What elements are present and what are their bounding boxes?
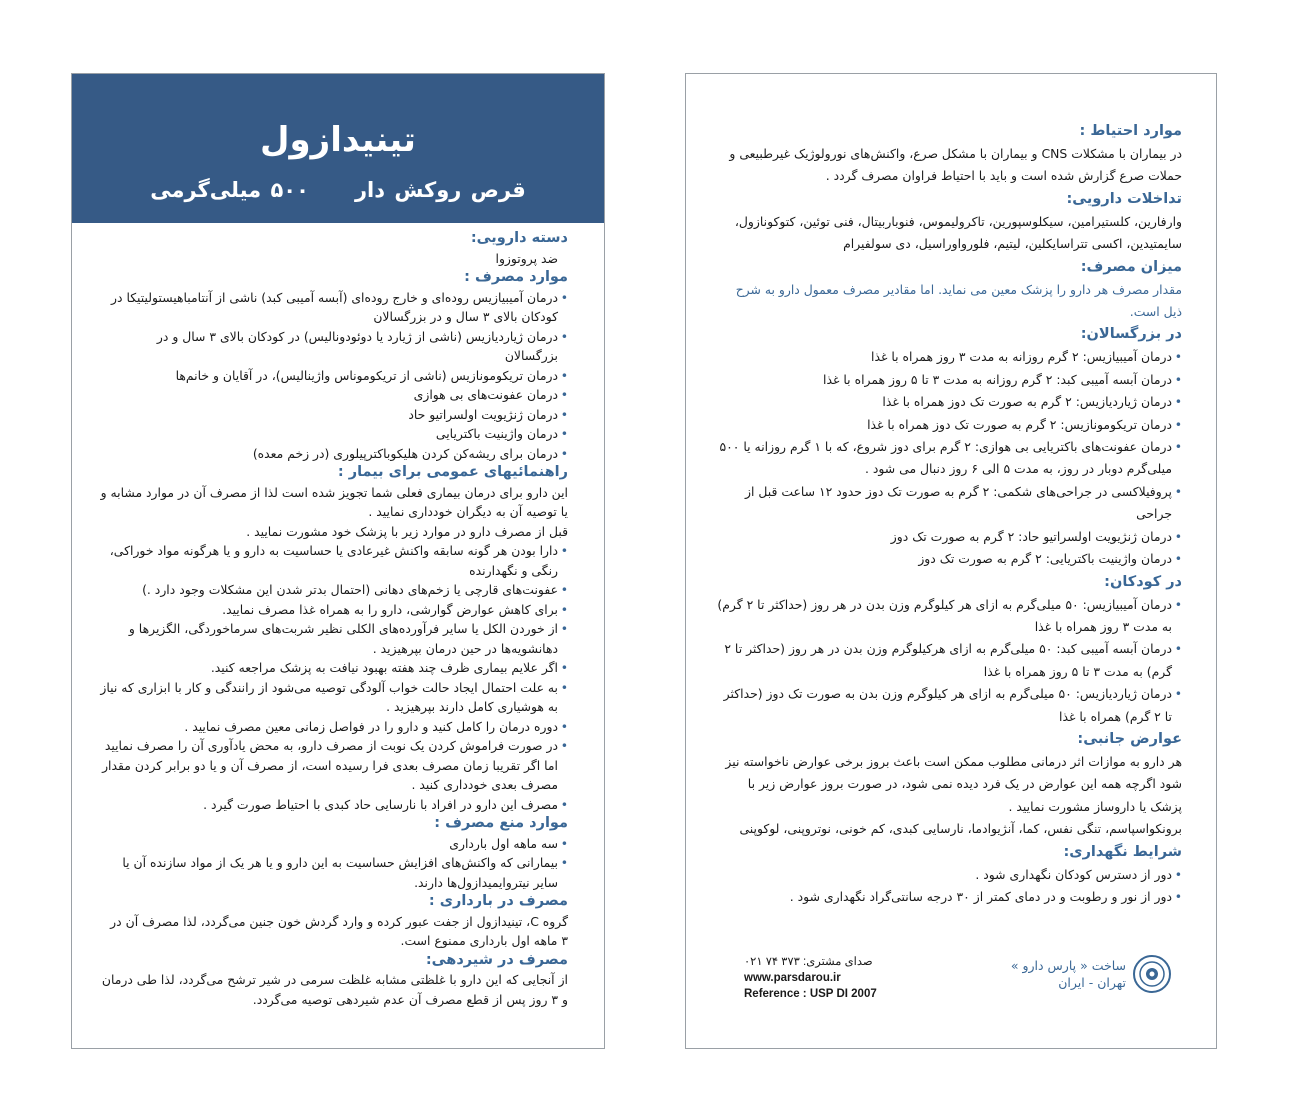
list-item: • درمان ژیاردیازیس (ناشی از ژیارد یا دوئودونالیس) در کودکان بالای ۳ سال و در بزرگسالان [100,327,568,366]
subtitle-strength: ۵۰۰ میلی‌گرمی [150,178,309,202]
list-item: • درمان واژینیت باکتریایی [100,424,568,444]
side-effects-heading: عوارض جانبی: [1077,730,1182,747]
list-item: • دوره درمان را کامل کنید و دارو را در فواصل زمانی معین مصرف نمایید . [100,717,568,737]
list-item: • درمان تریکومونازیس: ۲ گرم به صورت تک دوز همراه با غذا [714,414,1182,436]
children-dosage-list [714,594,1182,728]
contraindications-list [100,834,568,893]
pregnancy-heading: مصرف در بارداری : [428,893,568,909]
list-item: • اگر علایم بیماری ظرف چند هفته بهبود نیافت به پزشک مراجعه کنید. [100,658,568,678]
dosage-text: مقدار مصرف هر دارو را پزشک معین می نماید. اما مقادیر مصرف معمول دارو به شرح ذیل است. [735,281,1182,320]
precautions-text: در بیماران با مشکلات CNS و بیماران با مشکل صرع، واکنش‌های نورولوژیک غیرطبیعی و حملات صرع گزارش شده است و باید با احتیاط فراوان مصرف گردد . [729,146,1182,184]
list-item: • مصرف این دارو در افراد با نارسایی حاد کبدی با احتیاط صورت گیرد . [100,795,568,815]
list-item: • درمان ژنژیویت اولسراتیو حاد [100,405,568,425]
lactation-heading: مصرف در شیردهی: [425,951,568,968]
list-item: • پروفیلاکسی در جراحی‌های شکمی: ۲ گرم به صورت تک دوز حدود ۱۲ ساعت قبل از جراحی [714,481,1182,526]
right-leaflet-panel [685,73,1217,1049]
manufacturer-block [1011,954,1172,994]
list-item: • به علت احتمال ایجاد حالت خواب آلودگی توصیه می‌شود از رانندگی و کار با ابزاری که نیاز به هوشیاری کامل دارند بپرهیزید . [100,678,568,717]
indications-heading: موارد مصرف : [464,269,568,285]
category-text: ضد پروتوزوا [495,250,558,266]
manufacturer-name: ساخت « پارس دارو » [1010,958,1126,973]
interactions-heading: تداخلات دارویی: [1066,190,1182,207]
drug-subtitle [72,178,604,202]
list-item: • درمان واژینیت باکتریایی: ۲ گرم به صورت تک دوز [714,548,1182,570]
adults-heading: در بزرگسالان: [1080,326,1182,343]
contraindications-heading: موارد منع مصرف : [434,815,568,831]
manufacturer-location: تهران - ایران [1058,975,1126,990]
patient-guidance-para1: این دارو برای درمان بیماری فعلی شما تجویز شده است لذا از مصرف آن در موارد مشابه و یا توصیه آن به دیگران خودداری نمایید . [100,484,568,519]
patient-guidance-para2: قبل از مصرف دارو در موارد زیر با پزشک خود مشورت نمایید . [246,523,568,539]
list-item: • درمان عفونت‌های بی هوازی [100,385,568,405]
list-item: • برای کاهش عوارض گوارشی، دارو را به همراه غذا مصرف نمایید. [100,600,568,620]
side-effects-para2: برونکواسپاسم، تنگی نفس، کما، آنژیوادما، نارسایی کبدی، کم خونی، نوتروپنی، لوکوپنی [739,821,1182,837]
adults-dosage-list [714,346,1182,570]
contact-block [744,954,877,1002]
list-item: • درمان عفونت‌های باکتریایی بی هوازی: ۲ گرم برای دوز شروع، که با ۱ گرم روزانه یا ۵۰۰ میلی‌گرم دوبار در روز، به مدت ۵ الی ۶ روز دنبال می شود . [714,436,1182,481]
list-item: • در صورت فراموش کردن یک نوبت از مصرف دارو، به محض یادآوری آن را مصرف نمایید اما اگر تقریبا زمان مصرف بعدی فرا رسیده است، از مصرف آن و یا دو برابر کردن مقدار مصرف بعدی خودداری کنید . [100,736,568,795]
category-heading: دسته دارویی: [470,230,568,246]
list-item: • درمان برای ریشه‌کن کردن هلیکوباکترپیلوری (در زخم معده) [100,444,568,464]
manufacturer-text [1011,957,1126,991]
drug-title: تینیدازول [260,120,416,160]
subtitle-form: قرص روکش دار [354,178,526,202]
list-item: • درمان ژنژیویت اولسراتیو حاد: ۲ گرم به صورت تک دوز [714,526,1182,548]
list-item: • از خوردن الکل یا سایر فرآورده‌های الکلی نظیر شربت‌های سرماخوردگی، الگزیرها و دهانشویه‌ها در حین درمان بپرهیزید . [100,619,568,658]
storage-heading: شرایط نگهداری: [1063,843,1182,860]
website-link[interactable]: www.parsdarou.ir [744,972,841,984]
list-item: • درمان آمیبیازیس: ۵۰ میلی‌گرم به ازای هر کیلوگرم وزن بدن در هر روز (حداکثر تا ۲ گرم) به مدت ۳ روز همراه با غذا [714,594,1182,639]
list-item: • درمان آبسه آمیبی کبد: ۵۰ میلی‌گرم به ازای هرکیلوگرم وزن بدن در هر روز (حداکثر تا ۲ گرم) به مدت ۳ تا ۵ روز همراه با غذا [714,638,1182,683]
left-leaflet-panel [71,73,605,1049]
list-item: • درمان آمیبیازیس: ۲ گرم روزانه به مدت ۳ روز همراه با غذا [714,346,1182,368]
list-item: • سه ماهه اول بارداری [100,834,568,854]
interactions-text: وارفارین، کلستیرامین، سیکلوسپورین، تاکرولیموس، فنوباربیتال، فنی توئین، کتوکونازول، سایمتیدین، اکسی تتراسایکلین، لیتیم، فلورواوراسیل، دی سولفیرام [734,213,1182,252]
pars-darou-logo-icon [1132,954,1172,994]
list-item: • دور از دسترس کودکان نگهداری شود . [714,864,1182,886]
list-item: • دور از نور و رطوبت و در دمای کمتر از ۳۰ درجه سانتی‌گراد نگهداری شود . [714,886,1182,908]
title-banner [72,74,604,223]
lactation-text: از آنجایی که این دارو با غلظتی مشابه غلظت سرمی در شیر ترشح می‌گردد، لذا طی درمان و ۳ روز پس از قطع مصرف آن عدم شیردهی توصیه می‌گردد. [101,972,568,1007]
right-content [714,120,1182,908]
pregnancy-text: گروه C، تینیدازول از جفت عبور کرده و وارد گردش خون جنین می‌گردد، لذا مصرف آن در ۳ ماهه اول بارداری ممنوع است. [110,913,568,948]
side-effects-para1: هر دارو به موازات اثر درمانی مطلوب ممکن است باعث بروز برخی عوارض ناخواسته نیز شود اگرچه همه این عوارض در یک فرد دیده نمی شود، در صورت بروز عوارض زیر با پزشک یا داروساز مشورت نمایید . [725,753,1182,814]
list-item: • درمان ژیاردیازیس: ۲ گرم به صورت تک دوز همراه با غذا [714,391,1182,413]
left-content [100,229,568,1009]
list-item: • عفونت‌های قارچی یا زخم‌های دهانی (احتمال بدتر شدن این مشکلات وجود دارد .) [100,580,568,600]
dosage-heading: میزان مصرف: [1080,258,1182,275]
list-item: • درمان ژیاردیازیس: ۵۰ میلی‌گرم به ازای هر کیلوگرم وزن بدن به صورت تک دوز (حداکثر تا ۲ گرم) همراه با غذا [714,683,1182,728]
storage-list [714,864,1182,909]
list-item: • درمان آبسه آمیبی کبد: ۲ گرم روزانه به مدت ۳ تا ۵ روز همراه با غذا [714,369,1182,391]
children-heading: در کودکان: [1104,573,1182,590]
list-item: • بیمارانی که واکنش‌های افزایش حساسیت به این دارو و یا هر یک از مواد سازنده آن یا سایر نیتروایمیدازول‌ها دارند. [100,853,568,892]
reference-text: Reference : USP DI 2007 [744,988,877,1000]
list-item: • درمان آمیبیازیس روده‌ای و خارج روده‌ای (آبسه آمیبی کبد) ناشی از آنتامباهیستولیتیکا در کودکان بالای ۳ سال و در بزرگسالان [100,288,568,327]
patient-guidance-heading: راهنمائیهای عمومی برای بیمار : [337,464,568,480]
precautions-heading: موارد احتیاط : [1079,123,1182,139]
list-item: • دارا بودن هر گونه سابقه واکنش غیرعادی یا حساسیت به دارو و یا هرگونه مواد خوراکی، رنگی و نگهدارنده [100,541,568,580]
list-item: • درمان تریکومونازیس (ناشی از تریکوموناس واژینالیس)، در آقایان و خانم‌ها [100,366,568,386]
patient-guidance-list [100,541,568,814]
leaflet-footer [744,954,1172,1002]
customer-phone: صدای مشتری: ۳۷۳ ۷۴ ۰۲۱ [744,956,873,968]
indications-list [100,288,568,464]
